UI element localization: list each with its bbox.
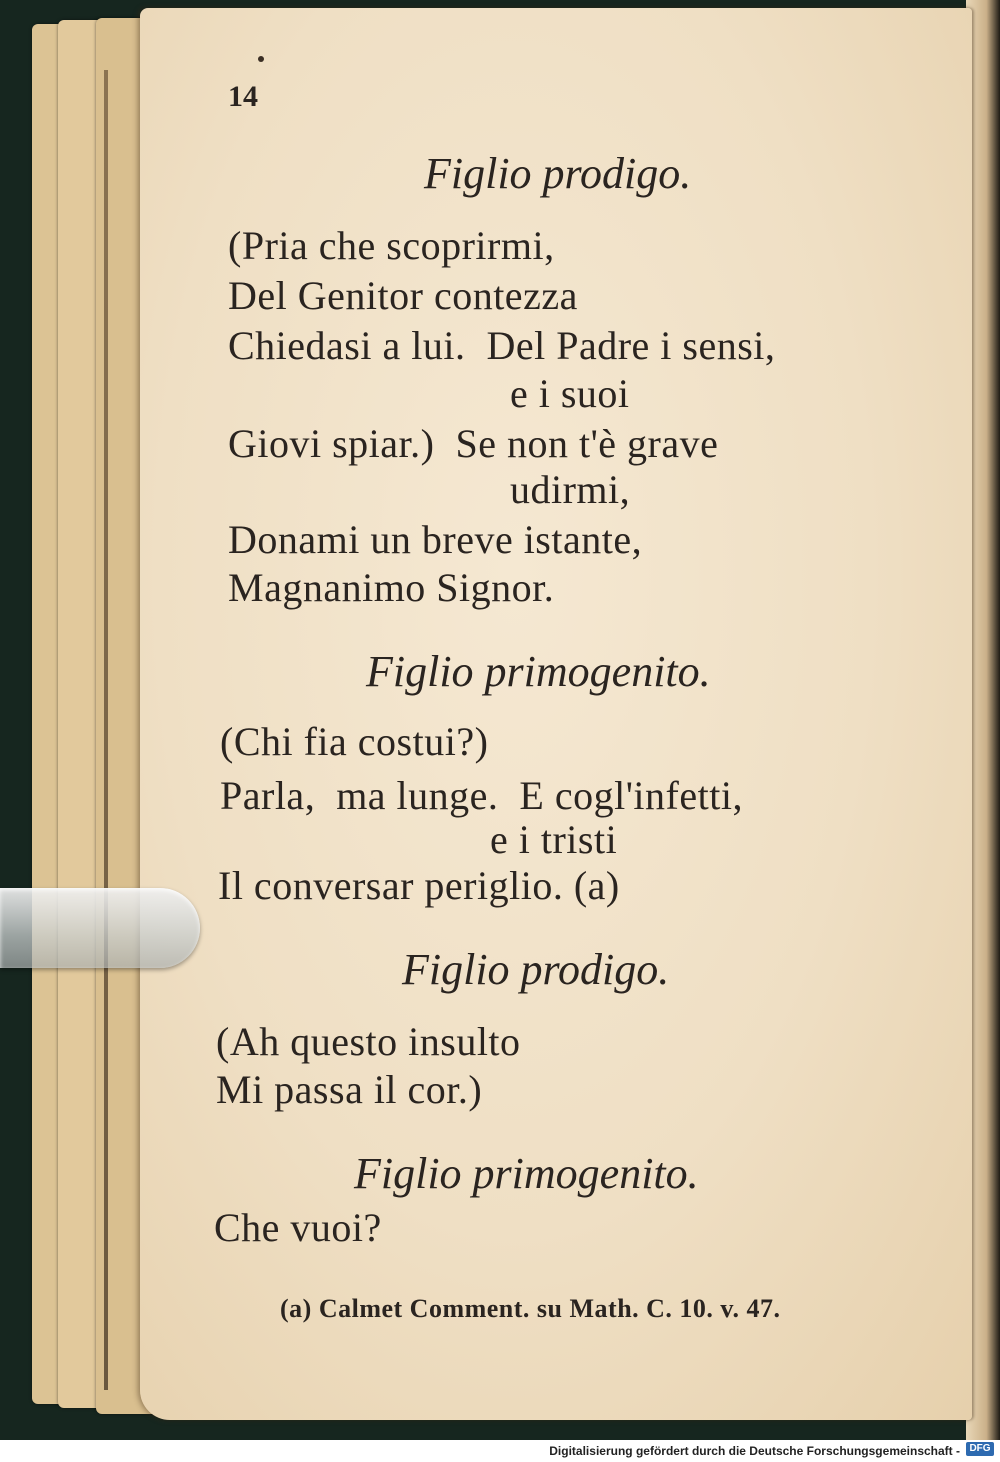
speaker-heading: Figlio primogenito. xyxy=(366,647,711,696)
dfg-logo: DFG xyxy=(966,1442,994,1456)
verse-line-continuation: udirmi, xyxy=(510,467,631,512)
verse-line: Mi passa il cor.) xyxy=(216,1067,483,1112)
verse-line: Donami un breve istante, xyxy=(228,517,643,562)
verse-line: Magnanimo Signor. xyxy=(228,565,555,610)
verse-line-continuation: e i suoi xyxy=(510,371,630,416)
ink-dot xyxy=(258,56,264,62)
verse-line: Chiedasi a lui. Del Padre i sensi, xyxy=(228,323,776,368)
speaker-heading: Figlio prodigo. xyxy=(424,149,692,198)
verse-line: (Ah questo insulto xyxy=(216,1019,521,1064)
verse-line-continuation: e i tristi xyxy=(490,817,618,862)
page-edge-shadow xyxy=(104,70,108,1390)
verse-line: (Pria che scoprirmi, xyxy=(228,223,555,268)
verse-line: Che vuoi? xyxy=(214,1205,382,1250)
verse-line: Parla, ma lunge. E cogl'infetti, xyxy=(220,773,743,818)
verse-line: Giovi spiar.) Se non t'è grave xyxy=(228,421,719,466)
footnote: (a) Calmet Comment. su Math. C. 10. v. 47. xyxy=(280,1294,781,1323)
verse-line: Del Genitor contezza xyxy=(228,273,578,318)
page-number: 14 xyxy=(228,80,258,113)
verse-line: (Chi fia costui?) xyxy=(220,719,489,764)
bookmark-tab xyxy=(0,888,200,968)
footer-credit: Digitalisierung gefördert durch die Deutsche Forschungsgemeinschaft - xyxy=(549,1444,960,1458)
verse-line: Il conversar periglio. (a) xyxy=(218,863,620,908)
book-page xyxy=(140,8,972,1420)
speaker-heading: Figlio primogenito. xyxy=(354,1149,699,1198)
speaker-heading: Figlio prodigo. xyxy=(402,945,670,994)
